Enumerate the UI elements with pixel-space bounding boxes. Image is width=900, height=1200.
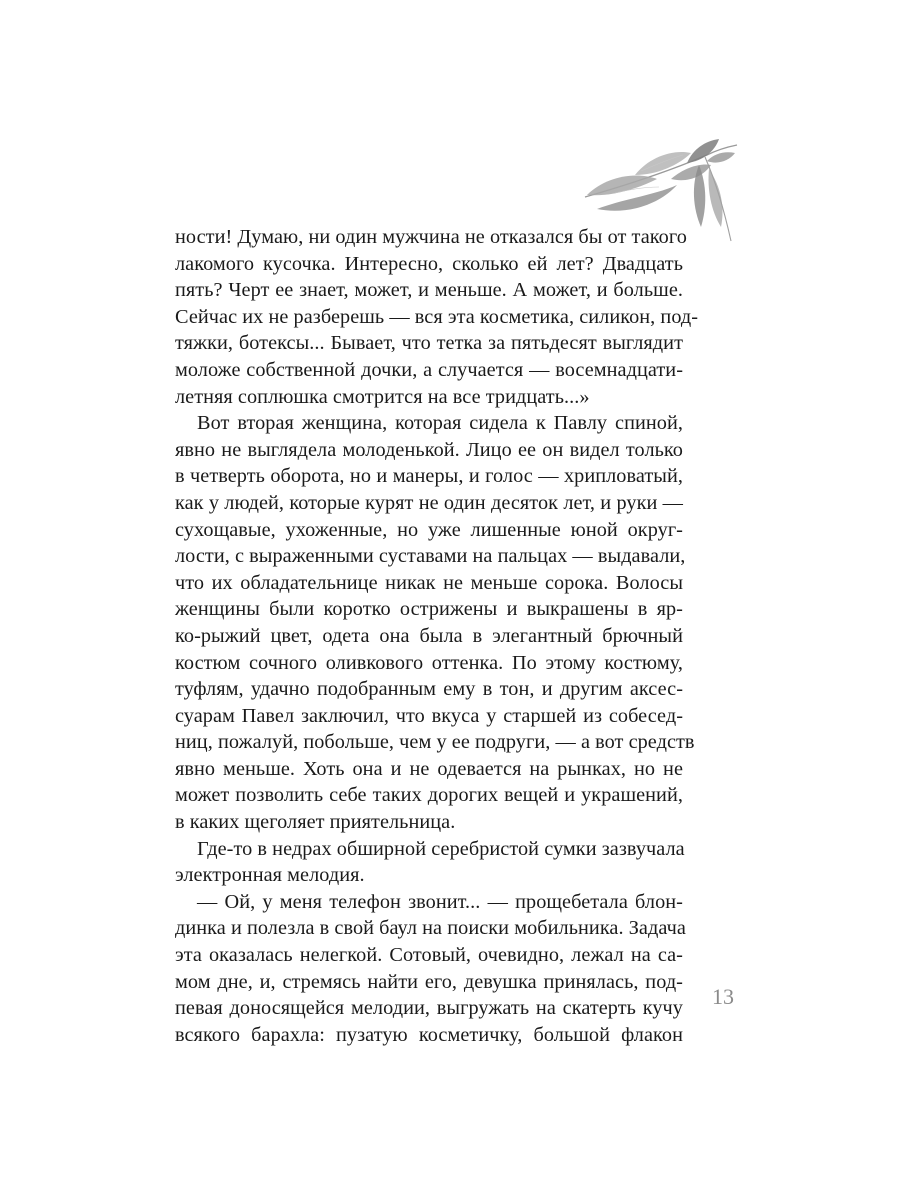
text-line: в каких щеголяет приятельница. <box>175 811 456 834</box>
text-line: динка и полезла в свой баул на поиски мобильника. Задача <box>175 917 686 940</box>
text-line: лости, с выраженными суставами на пальцах — выдавали, <box>175 545 686 568</box>
paragraph-2 <box>175 410 695 836</box>
text-line: ниц, пожалуй, побольше, чем у ее подруги, — а вот средств <box>175 731 695 754</box>
text-line: мом дне, и, стремясь найти его, девушка принялась, под- <box>175 970 683 993</box>
text-line: может позволить себе таких дорогих вещей и украшений, <box>175 784 683 807</box>
paragraph-1 <box>175 224 699 410</box>
paragraph-3 <box>175 836 683 889</box>
text-line: Где-то в недрах обширной серебристой сумки зазвучала <box>197 837 685 860</box>
text-line: явно меньше. Хоть она и не одевается на рынках, но не <box>175 757 683 780</box>
text-line: в четверть оборота, но и манеры, и голос — хрипловатый, <box>175 465 683 488</box>
text-line: тяжки, ботексы... Бывает, что тетка за пятьдесят выглядит <box>175 332 683 355</box>
text-line: как у людей, которые курят не один десяток лет, и руки — <box>175 491 683 514</box>
text-line: костюм сочного оливкового оттенка. По этому костюму, <box>175 651 683 674</box>
text-line: пять? Черт ее знает, может, и меньше. А может, и больше. <box>175 279 683 302</box>
text-line: Сейчас их не разберешь — вся эта косметика, силикон, под- <box>175 305 699 328</box>
text-line: — Ой, у меня телефон звонит... — прощебетала блон- <box>197 890 683 913</box>
text-line: сухощавые, ухоженные, но уже лишенные юной округ- <box>175 518 683 541</box>
text-line: электронная мелодия. <box>175 864 365 887</box>
page-number: 13 <box>712 984 734 1009</box>
text-line: туфлям, удачно подобранным ему в тон, и другим аксес- <box>175 678 683 701</box>
paragraph-4 <box>175 889 686 1049</box>
text-line: Вот вторая женщина, которая сидела к Павлу спиной, <box>197 412 683 435</box>
text-line: певая доносящейся мелодии, выгружать на скатерть кучу <box>175 997 683 1020</box>
text-line: женщины были коротко острижены и выкрашены в яр- <box>175 598 683 621</box>
body-text <box>175 224 699 1048</box>
text-line: эта оказалась нелегкой. Сотовый, очевидно, лежал на са- <box>175 944 683 967</box>
text-line: ности! Думаю, ни один мужчина не отказался бы от такого <box>175 226 687 248</box>
text-line: летняя соплюшка смотрится на все тридцать...» <box>175 385 590 408</box>
text-line: всякого барахла: пузатую косметичку, большой флакон <box>175 1023 683 1046</box>
text-line: ко-рыжий цвет, одета она была в элегантный брючный <box>175 624 683 647</box>
text-line: суарам Павел заключил, что вкуса у старшей из собесед- <box>175 704 683 727</box>
text-line: явно не выглядела молоденькой. Лицо ее он видел только <box>175 438 683 461</box>
text-line: моложе собственной дочки, а случается — восемнадцати- <box>175 358 683 381</box>
text-line: что их обладательнице никак не меньше сорока. Волосы <box>175 571 683 594</box>
text-line: лакомого кусочка. Интересно, сколько ей лет? Двадцать <box>175 252 683 275</box>
